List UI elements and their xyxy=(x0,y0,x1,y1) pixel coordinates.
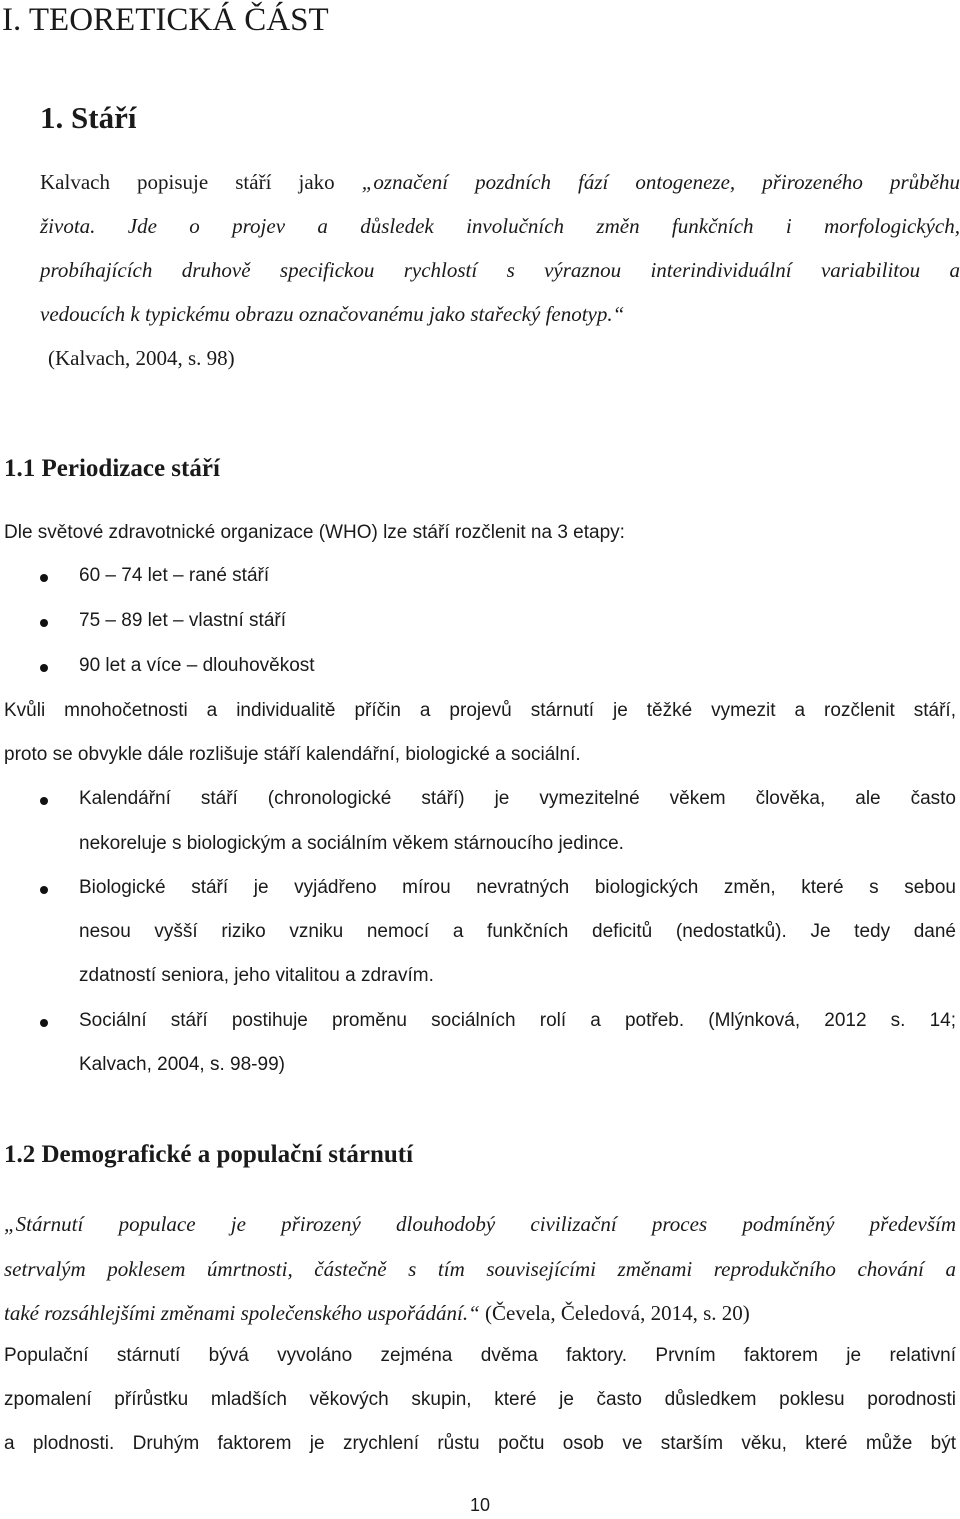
subsection-title: 1.1 Periodizace stáří xyxy=(4,455,220,482)
paragraph: Dle světové zdravotnické organizace (WHO) lze stáří rozčlenit na 3 etapy: xyxy=(4,522,625,543)
bullet-icon xyxy=(40,574,48,582)
quote-line: probíhajících druhově specifickou rychlostí s výraznou interindividuální variabilitou a xyxy=(40,258,960,282)
bullet-icon xyxy=(40,797,48,805)
bullet-icon xyxy=(40,664,48,672)
quote-line: Kalvach popisuje stáří jako „označení pozdních fází ontogeneze, přirozeného průběhu xyxy=(40,170,960,194)
quote-line: života. Jde o projev a důsledek involučních změn funkčních i morfologických, xyxy=(40,214,960,238)
paragraph-line: zpomalení přírůstku mladších věkových skupin, které je často důsledkem poklesu porodnosti xyxy=(4,1389,956,1410)
quote-line: „Stárnutí populace je přirozený dlouhodobý civilizační proces podmíněný především xyxy=(4,1212,956,1236)
bullet-icon xyxy=(40,886,48,894)
list-item: Biologické stáří je vyjádřeno mírou nevratných biologických změn, které s sebou xyxy=(79,877,956,898)
paragraph-line: Kvůli mnohočetnosti a individualitě příčin a projevů stárnutí je těžké vymezit a rozčlenit stáří, xyxy=(4,700,956,721)
list-item: nesou vyšší riziko vzniku nemocí a funkčních deficitů (nedostatků). Je tedy dané xyxy=(79,921,956,942)
page-number: 10 xyxy=(470,1495,491,1515)
citation: (Kalvach, 2004, s. 98) xyxy=(48,346,235,370)
chapter-title: 1. Stáří xyxy=(40,100,137,135)
list-item: 90 let a více – dlouhověkost xyxy=(79,655,315,676)
bullet-icon xyxy=(40,1019,48,1027)
list-item: nekoreluje s biologickým a sociálním věkem stárnoucího jedince. xyxy=(79,833,624,854)
list-item: 75 – 89 let – vlastní stáří xyxy=(79,610,287,631)
quote-line: vedoucích k typickému obrazu označovanému jako stařecký fenotyp.“ xyxy=(40,302,625,326)
list-item: Kalvach, 2004, s. 98-99) xyxy=(79,1054,285,1075)
section-heading: I. TEORETICKÁ ČÁST xyxy=(2,2,329,38)
quote-line: setrvalým poklesem úmrtnosti, částečně s tím souvisejícími změnami reprodukčního chování a xyxy=(4,1257,956,1281)
paragraph-line: a plodnosti. Druhým faktorem je zrychlení růstu počtu osob ve starším věku, které může být xyxy=(4,1433,956,1454)
citation: (Čevela, Čeledová, 2014, s. 20) xyxy=(479,1301,750,1325)
paragraph-line: Populační stárnutí bývá vyvoláno zejména dvěma faktory. Prvním faktorem je relativní xyxy=(4,1345,956,1366)
list-item: Kalendářní stáří (chronologické stáří) je vymezitelné věkem člověka, ale často xyxy=(79,788,956,809)
list-item: Sociální stáří postihuje proměnu sociálních rolí a potřeb. (Mlýnková, 2012 s. 14; xyxy=(79,1010,956,1031)
quote-line: také rozsáhlejšími změnami společenského uspořádání.“ (Čevela, Čeledová, 2014, s. 20) xyxy=(4,1301,750,1325)
paragraph-line: proto se obvykle dále rozlišuje stáří kalendářní, biologické a sociální. xyxy=(4,744,581,765)
subsection-title: 1.2 Demografické a populační stárnutí xyxy=(4,1141,414,1168)
bullet-icon xyxy=(40,619,48,627)
list-item: 60 – 74 let – rané stáří xyxy=(79,565,270,586)
list-item: zdatností seniora, jeho vitalitou a zdravím. xyxy=(79,965,434,986)
